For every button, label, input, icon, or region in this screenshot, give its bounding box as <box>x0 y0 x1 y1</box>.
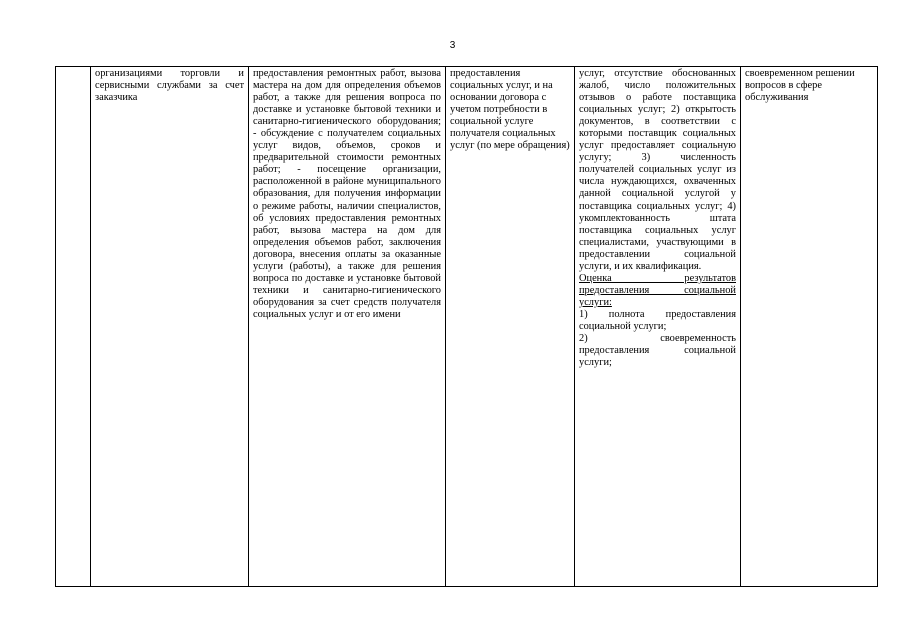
evaluation-item-completeness: 1) полнота предоставления социальной услуги; <box>579 308 736 332</box>
indicators-text: услуг, отсутствие обоснованных жалоб, число положительных отзывов о работе поставщика социальных услуг; 2) открытость документов, в соответствии с которыми поставщик социальных услуг предоставляет социальную услугу; 3) численность получателей социальных услуг из числа нуждающихся, охваченных данной социальной услугой у поставщика социальных услуг; 4) укомплектованность штата поставщика социальных услуг специалистами, участвующими в предоставлении социальной услуги, и их квалификация. <box>579 68 736 272</box>
quality-indicators-cell <box>575 67 741 587</box>
page-number: 3 <box>449 40 456 51</box>
provision-terms-cell: предоставления социальных услуг, и на основании договора с учетом потребности в социальной услуге получателя социальных услуг (по мере обращения) <box>446 67 575 587</box>
services-table <box>55 66 878 587</box>
evaluation-heading: Оценка результатов предоставления социальной услуги: <box>579 272 736 308</box>
result-cell: своевременном решении вопросов в сфере обслуживания <box>741 67 878 587</box>
number-cell <box>56 67 91 587</box>
service-description-cell: предоставления ремонтных работ, вызова мастера на дом для определения объемов работ, а также для решения вопроса по доставке и установке бытовой техники и санитарно-гигиенического оборудования; - обсуждение с получателем социальных услуг видов, объемов, сроков и предварительной стоимости ремонтных работ; - посещение организации, расположенной в районе муниципального образования, для получения информации о режиме работы, наличии специалистов, об условиях предоставления ремонтных работ, вызова мастера на дом для определения объемов работ, заключения договора, внесения оплаты за оказанные услуги (работы), а также для решения вопроса по доставке и установке бытовой техники и санитарно-гигиенического оборудования за счет средств получателя социальных услуг и от его имени <box>249 67 446 587</box>
contractor-cell: организациями торговли и сервисными службами за счет заказчика <box>91 67 249 587</box>
evaluation-item-timeliness: 2) своевременность предоставления социальной услуги; <box>579 333 736 369</box>
table-row <box>56 67 878 587</box>
